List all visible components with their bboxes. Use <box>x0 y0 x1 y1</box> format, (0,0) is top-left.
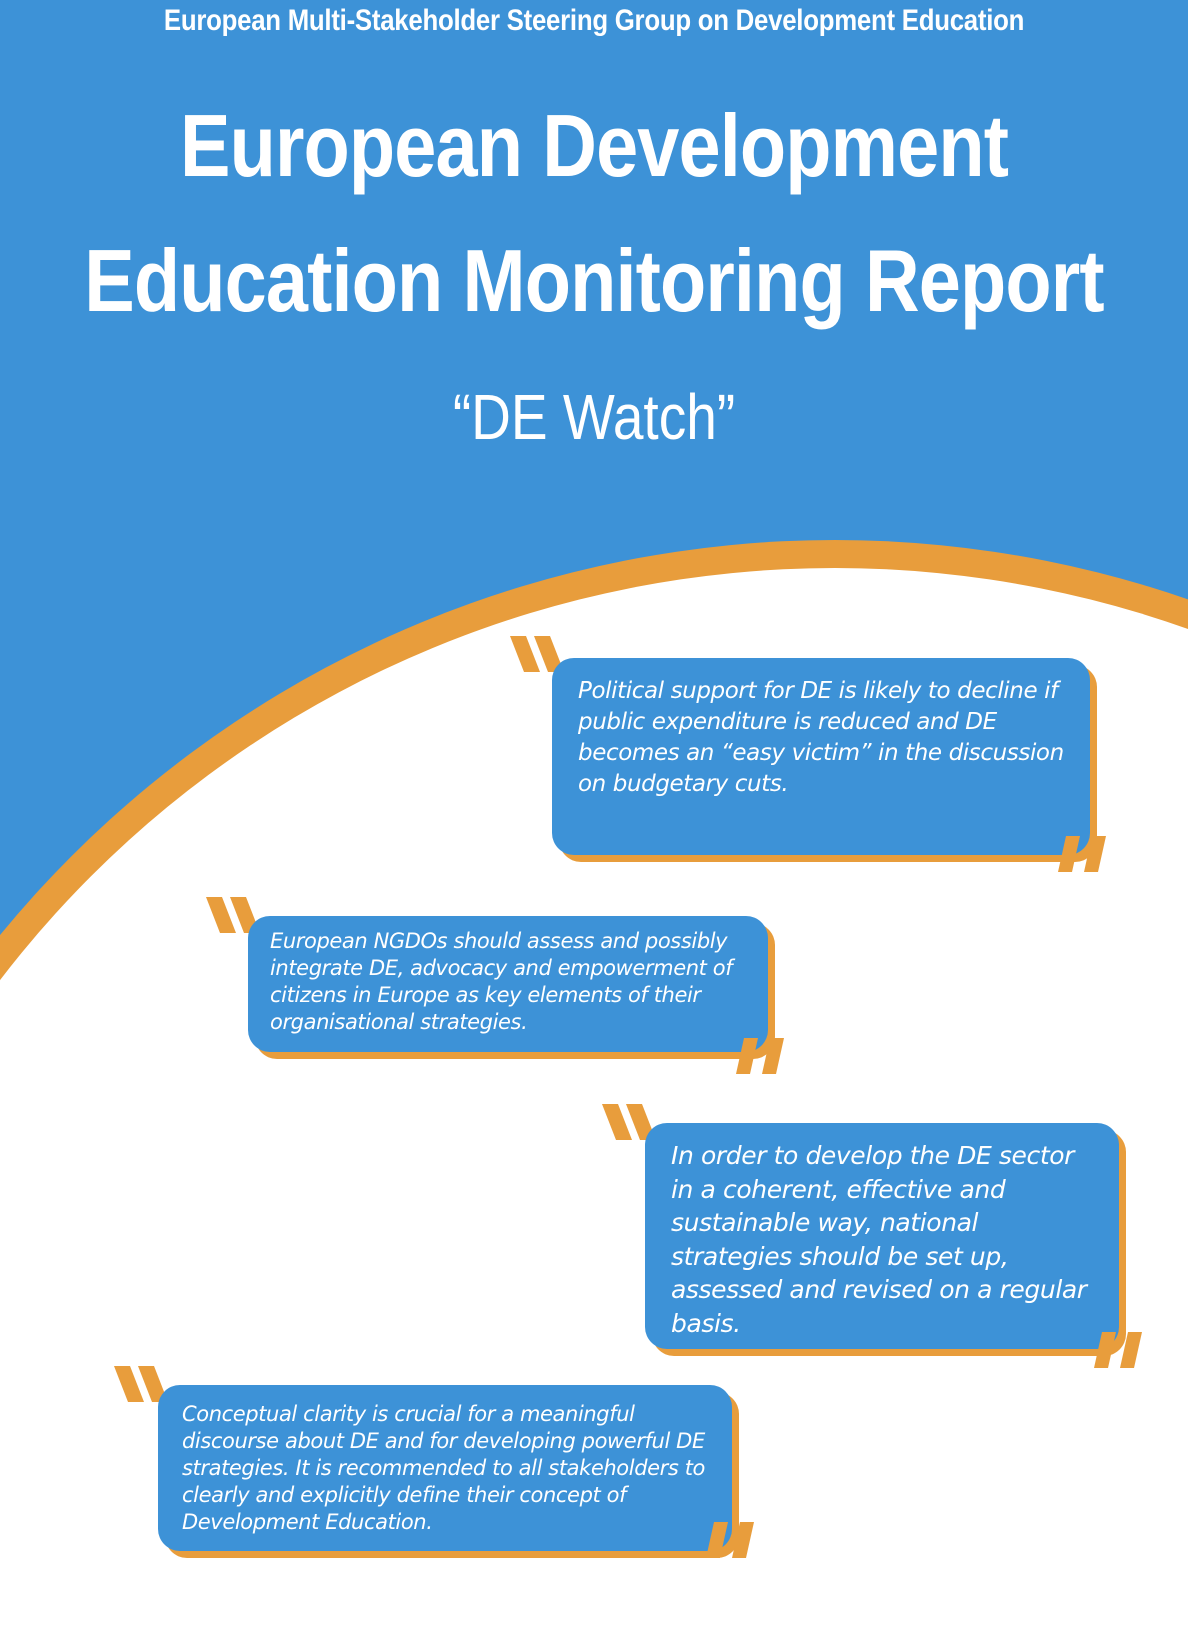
report-subtitle: “DE Watch” <box>452 381 736 453</box>
report-title-line-2: Education Monitoring Report <box>84 231 1104 330</box>
quote-box-3 <box>645 1123 1119 1349</box>
quote-text-1: Political support for DE is likely to decline if public expenditure is reduced and DE becomes an “easy victim” in the discussion on budgetary cuts. <box>578 678 1064 797</box>
close-quote-mark-icon <box>736 1038 796 1076</box>
quote-text-4: Conceptual clarity is crucial for a meaningful discourse about DE and for developing powerful DE strategies. It is recommended to all stakeholders to clearly and explicitly define their concept of Development Education. <box>182 1402 705 1534</box>
close-quote-mark-icon <box>706 1522 766 1560</box>
quote-box-2 <box>248 916 768 1052</box>
close-quote-mark-icon <box>1058 836 1118 874</box>
quote-box-1 <box>552 658 1090 855</box>
quote-text-3: In order to develop the DE sector in a coherent, effective and sustainable way, national strategies should be set up, assessed and revised on a regular basis. <box>671 1141 1087 1338</box>
close-quote-mark-icon <box>1094 1332 1154 1370</box>
quote-box-4 <box>158 1385 732 1551</box>
organization-header: European Multi-Stakeholder Steering Group on Development Education <box>163 4 1025 37</box>
quote-text-2: European NGDOs should assess and possibly integrate DE, advocacy and empowerment of citizens in Europe as key elements of their organisational strategies. <box>270 929 733 1034</box>
report-title-line-1: European Development <box>179 96 1009 195</box>
